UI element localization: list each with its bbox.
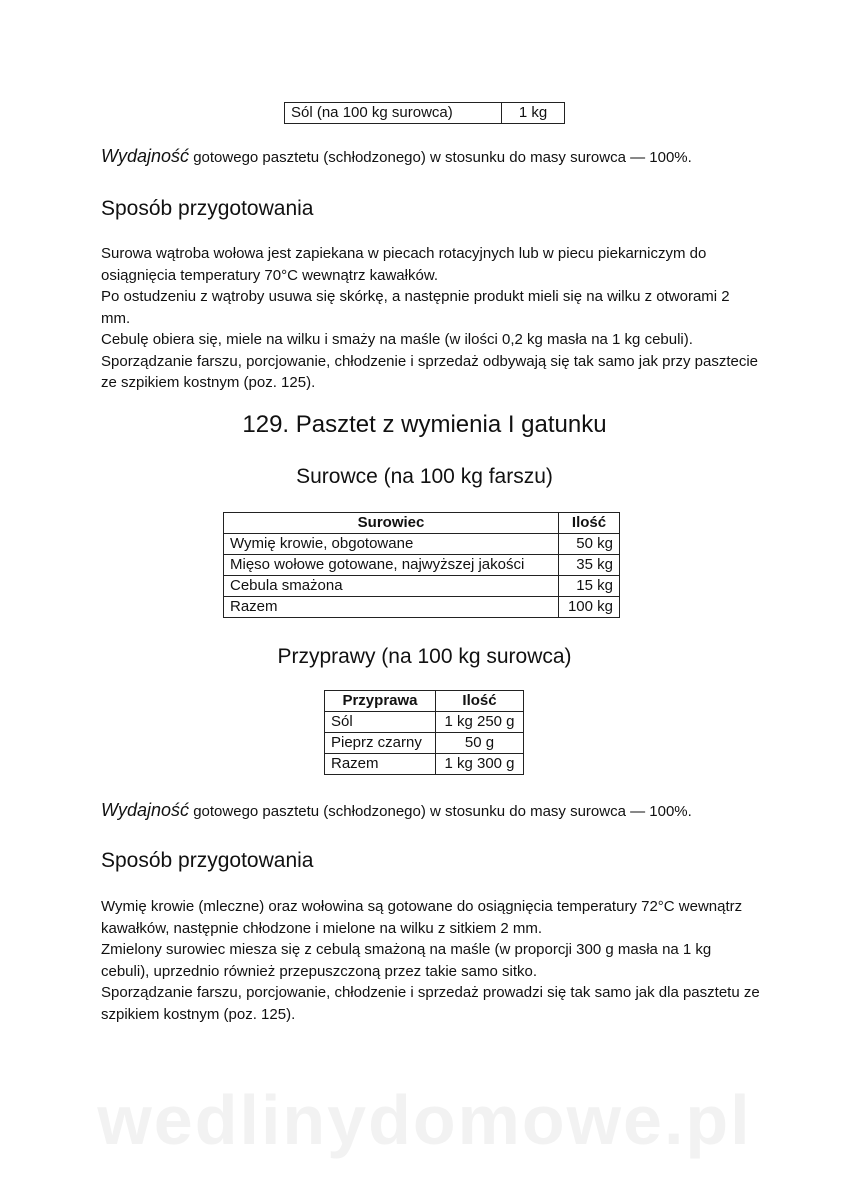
column-header: Przyprawa xyxy=(325,691,436,712)
yield-lead: Wydajność xyxy=(101,146,190,166)
column-header: Ilość xyxy=(559,513,620,534)
ingredient-qty: 50 kg xyxy=(559,534,620,555)
spices-table xyxy=(324,690,524,775)
spice-qty: 50 g xyxy=(436,733,524,754)
yield-text: gotowego pasztetu (schłodzonego) w stosunku do masy surowca — 100%. xyxy=(189,803,692,820)
column-header: Surowiec xyxy=(224,513,559,534)
ingredient-name: Wymię krowie, obgotowane xyxy=(224,534,559,555)
method-paragraph: Surowa wątroba wołowa jest zapiekana w piecach rotacyjnych lub w piecu piekarniczym do osiągnięcia temperatury 70°C wewnątrz kawałków. xyxy=(101,245,707,284)
table-header-row xyxy=(224,513,620,534)
table-row xyxy=(325,754,524,775)
ingredient-qty: 1 kg xyxy=(502,103,565,124)
ingredient-qty: 15 kg xyxy=(559,576,620,597)
table-row xyxy=(224,534,620,555)
table-header-row xyxy=(325,691,524,712)
table-row xyxy=(224,576,620,597)
table-row xyxy=(325,712,524,733)
method-paragraph: Sporządzanie farszu, porcjowanie, chłodzenie i sprzedaż odbywają się tak samo jak przy pasztecie ze szpikiem kostnym (poz. 125). xyxy=(101,352,759,391)
method-text xyxy=(101,243,761,394)
column-header: Ilość xyxy=(436,691,524,712)
method-text xyxy=(101,896,761,1025)
table-row xyxy=(224,555,620,576)
ingredient-name: Cebula smażona xyxy=(224,576,559,597)
spice-name: Razem xyxy=(325,754,436,775)
method-paragraph: Po ostudzeniu z wątroby usuwa się skórkę, a następnie produkt mieli się na wilku z otworami 2 mm. xyxy=(101,288,730,327)
ingredient-name: Mięso wołowe gotowane, najwyższej jakości xyxy=(224,555,559,576)
ingredient-name: Razem xyxy=(224,597,559,618)
method-heading: Sposób przygotowania xyxy=(101,849,314,872)
spice-name: Sól xyxy=(325,712,436,733)
yield-statement xyxy=(101,800,692,821)
method-paragraph: Cebulę obiera się, miele na wilku i smaży na maśle (w ilości 0,2 kg masła na 1 kg cebuli). xyxy=(101,331,693,348)
method-heading: Sposób przygotowania xyxy=(101,197,314,220)
spice-qty: 1 kg 250 g xyxy=(436,712,524,733)
yield-statement xyxy=(101,146,692,167)
raw-materials-title: Surowce (na 100 kg farszu) xyxy=(296,465,553,488)
ingredient-qty: 35 kg xyxy=(559,555,620,576)
spices-title: Przyprawy (na 100 kg surowca) xyxy=(277,645,572,668)
watermark: wedlinydomowe.pl xyxy=(97,1081,752,1159)
spice-name: Pieprz czarny xyxy=(325,733,436,754)
table-row xyxy=(224,597,620,618)
previous-recipe-table xyxy=(284,102,565,124)
recipe-title: 129. Pasztet z wymienia I gatunku xyxy=(242,411,607,438)
yield-text: gotowego pasztetu (schłodzonego) w stosunku do masy surowca — 100%. xyxy=(189,149,692,166)
ingredient-qty: 100 kg xyxy=(559,597,620,618)
ingredient-name: Sól (na 100 kg surowca) xyxy=(285,103,502,124)
method-paragraph: Zmielony surowiec miesza się z cebulą smażoną na maśle (w proporcji 300 g masła na 1 kg cebuli), uprzednio również przepuszczoną przez takie samo sitko. xyxy=(101,941,712,980)
raw-materials-table xyxy=(223,512,620,618)
yield-lead: Wydajność xyxy=(101,800,190,820)
method-paragraph: Wymię krowie (mleczne) oraz wołowina są gotowane do osiągnięcia temperatury 72°C wewnątrz kawałków, następnie chłodzone i mielone na wilku z sitkiem 2 mm. xyxy=(101,898,743,937)
table-row xyxy=(285,103,565,124)
spice-qty: 1 kg 300 g xyxy=(436,754,524,775)
table-row xyxy=(325,733,524,754)
method-paragraph: Sporządzanie farszu, porcjowanie, chłodzenie i sprzedaż prowadzi się tak samo jak dla pasztetu ze szpikiem kostnym (poz. 125). xyxy=(101,984,760,1023)
